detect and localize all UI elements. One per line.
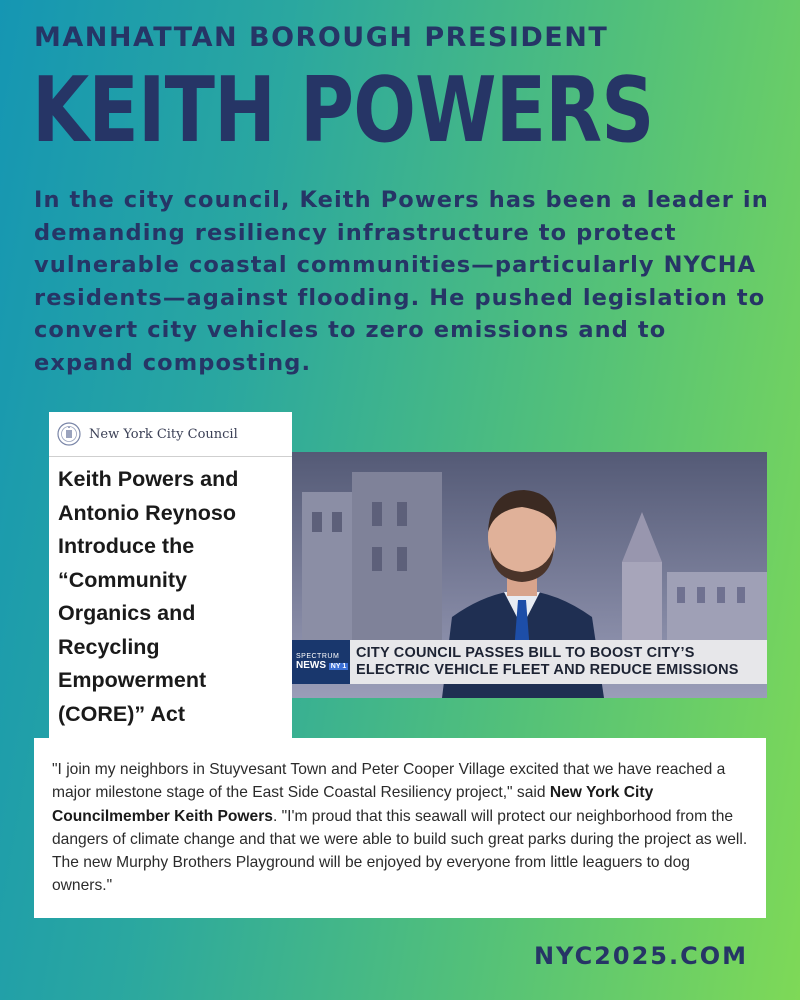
candidate-bio: In the city council, Keith Powers has been a leader in demanding resiliency infrastructure to protect vulnerable coastal communities—particularly NYCHA residents—against flooding. He pushed legislation to convert city vehicles to zero emissions and to expand composting. [34, 187, 769, 376]
network-line1: SPECTRUM [296, 653, 340, 660]
website-url[interactable]: NYC2025.COM [533, 942, 748, 970]
press-release-title: Keith Powers and Antonio Reynoso Introduce the “Community Organics and Recycling Empowerment (CORE)” Act [58, 467, 239, 726]
network-badge: NY 1 [330, 663, 347, 670]
news-headline-line2: ELECTRIC VEHICLE FLEET AND REDUCE EMISSIONS [356, 662, 739, 678]
quote-speaker: New York City Councilmember Keith Powers [52, 784, 654, 825]
network-name: NEWS [296, 660, 326, 671]
news-clip [292, 452, 767, 698]
candidate-name: KEITH POWERS [32, 58, 654, 163]
eyebrow-title: MANHATTAN BOROUGH PRESIDENT [34, 22, 609, 53]
quote-text-part2: . "I'm proud that this seawall will protect our neighborhood from the dangers of climate change and that we were able to build such great parks during the project as well. The new Murphy Brothers Playground will be enjoyed by everyone from little leaguers to dog owners." [52, 807, 748, 895]
network-line2 [296, 660, 350, 671]
spectrum-news-logo [292, 640, 350, 684]
press-release-source: New York City Council [89, 426, 238, 442]
news-banner [292, 640, 767, 684]
press-release-card [49, 412, 292, 738]
news-headline-line1: CITY COUNCIL PASSES BILL TO BOOST CITY’S [356, 645, 695, 661]
nyc-seal-icon [57, 422, 81, 446]
news-headline [356, 645, 739, 679]
press-release-header [49, 412, 292, 457]
quote-card [34, 738, 766, 918]
quote-text-part1: "I join my neighbors in Stuyvesant Town and Peter Cooper Village excited that we have reached a major milestone stage of the East Side Coastal Resiliency project," said [52, 761, 726, 802]
